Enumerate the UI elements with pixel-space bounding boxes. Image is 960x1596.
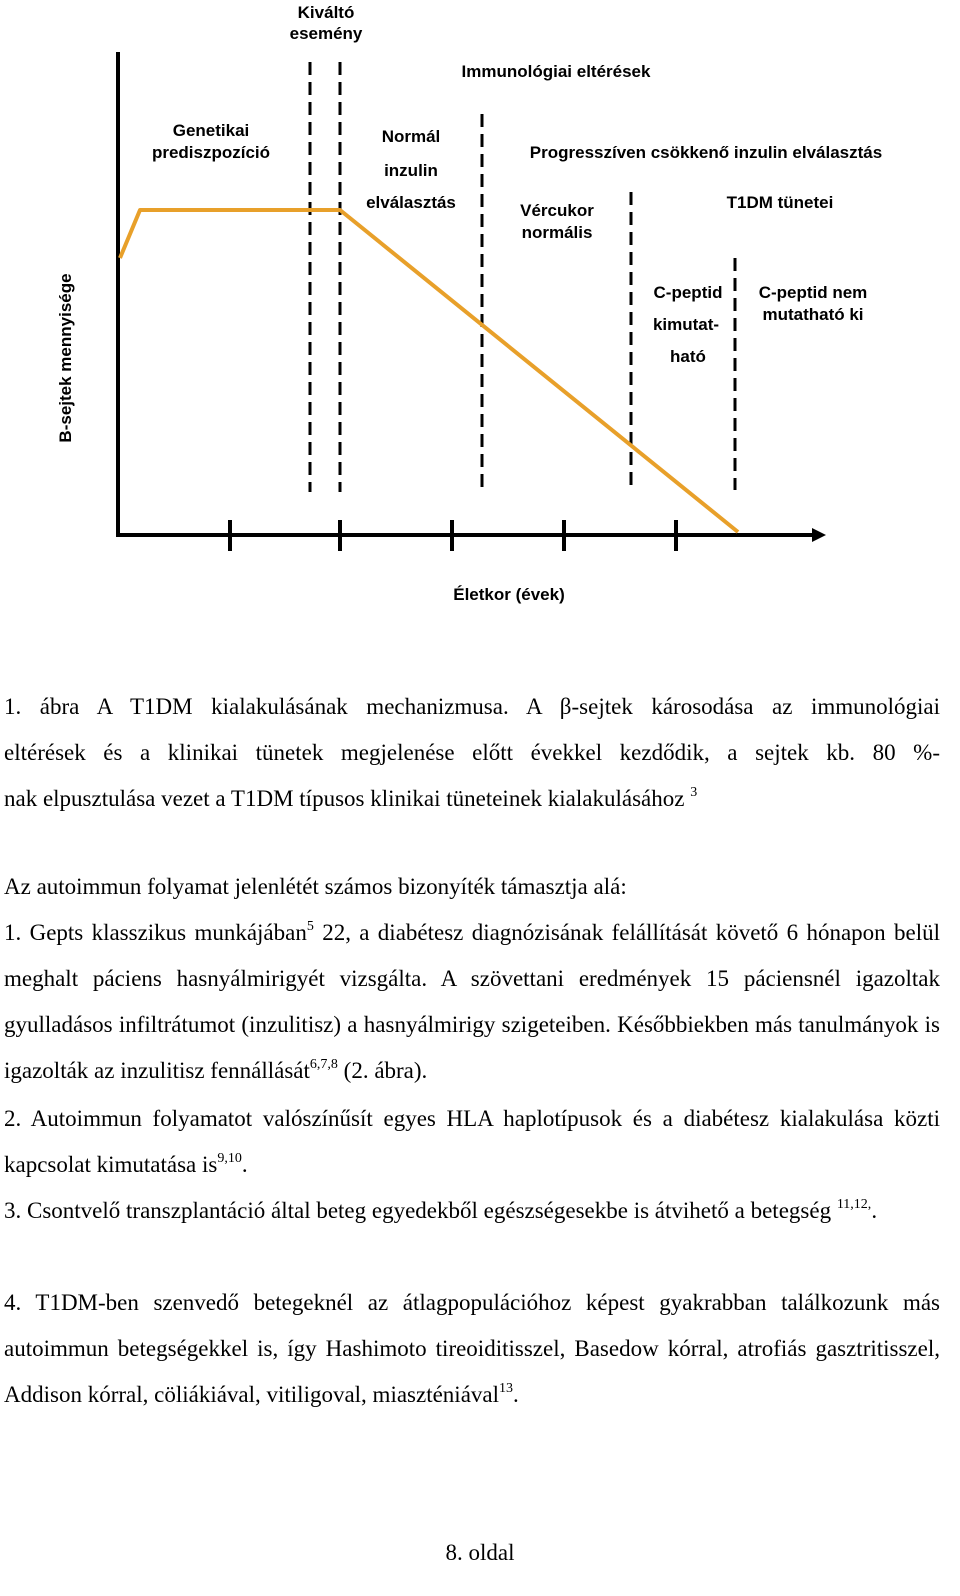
item4-reference: 13 (499, 1381, 514, 1396)
header-immuno: Immunológiai eltérések (461, 62, 651, 81)
evidence-item-4 (4, 1280, 940, 1418)
item4-text-c: . (513, 1382, 519, 1407)
caption-line-3 (4, 776, 940, 822)
evidence-item-2 (4, 1096, 940, 1188)
evidence-item-3 (4, 1188, 940, 1234)
item1-text-b: 22, a diabétesz diagnózisának felállítását követő 6 hónapon belül meghalt páciens hasnyálmirigyét vizsgálta. A szövettani eredmények 15 páciensnél igazoltak gyulladásos infiltrátumot (inzulitisz) a hasnyálmirigy szigeteiben. Későbbiekben más tanulmányok is igazolták az inzulitisz fennállását (4, 920, 940, 1083)
item1-text-c: (2. ábra). (337, 1058, 428, 1083)
item4-text-a: 4. T1DM-ben szenvedő betegeknél az átlagpopulációhoz képest gyakrabban találkozunk más autoimmun betegségekkel is, így Hashimoto tireoiditisszel, Basedow kórral, atrofiás gasztritisszel, Addison kórral, cöliákiával, vitiligoval, miaszténiával (4, 1290, 940, 1407)
label-normal-line2: inzulin (384, 161, 438, 180)
y-axis-label: B-sejtek mennyisége (56, 273, 75, 443)
item3-text-a: 3. Csontvelő transzplantáció által beteg egyedekből egészségesekbe is átvihető a betegség (4, 1198, 837, 1223)
x-axis-arrow (812, 528, 826, 542)
item1-reference-1: 5 (306, 919, 314, 934)
caption-reference: 3 (690, 785, 698, 800)
label-cpeptide-line1: C-peptid (653, 283, 723, 302)
item2-text-a: 2. Autoimmun folyamatot valószínűsít egyes HLA haplotípusok és a diabétesz kialakulása közti kapcsolat kimutatása is (4, 1106, 940, 1177)
label-cpeptide-line3: ható (670, 347, 706, 366)
item2-text-c: . (241, 1152, 248, 1177)
t1dm-mechanism-figure (0, 0, 960, 640)
item3-text-c: . (871, 1198, 878, 1223)
caption-line-3-text: nak elpusztulása vezet a T1DM típusos klinikai tüneteinek kialakulásához (4, 786, 685, 811)
item3-reference: 11,12, (836, 1197, 872, 1212)
label-genetic-line2: prediszpozíció (151, 143, 271, 162)
header-trigger-line2: esemény (289, 24, 363, 43)
label-symptoms: T1DM tünetei (726, 193, 834, 212)
label-normal-line1: Normál (381, 127, 441, 146)
header-trigger-line1: Kiváltó (297, 3, 355, 22)
page-number: 8. oldal (445, 1540, 515, 1565)
label-normal-line3: elválasztás (366, 193, 456, 212)
label-cpeptide-line2: kimutat- (652, 315, 720, 334)
label-no-cpeptide-line1: C-peptid nem (758, 283, 868, 302)
evidence-item-1 (4, 910, 940, 1094)
label-progressive: Progresszíven csökkenő inzulin elválasztás (529, 143, 883, 162)
caption-line-2: eltérések és a klinikai tünetek megjelenése előtt évekkel kezdődik, a sejtek kb. 80 %- (4, 740, 940, 765)
item2-reference: 9,10 (217, 1151, 242, 1166)
beta-cell-curve (120, 210, 738, 532)
label-glucose-line2: normális (521, 223, 593, 242)
x-axis-label: Életkor (évek) (453, 585, 565, 604)
caption-line-1: 1. ábra A T1DM kialakulásának mechanizmusa. A β-sejtek károsodása az immunológiai (4, 694, 940, 719)
label-genetic-line1: Genetikai (172, 121, 250, 140)
label-glucose-line1: Vércukor (520, 201, 594, 220)
label-no-cpeptide-line2: mutatható ki (762, 305, 864, 324)
item1-text-a: 1. Gepts klasszikus munkájában (4, 920, 307, 945)
item1-reference-2: 6,7,8 (309, 1057, 338, 1072)
intro-paragraph: Az autoimmun folyamat jelenlétét számos bizonyíték támasztja alá: (4, 874, 627, 899)
figure-caption (4, 684, 940, 822)
